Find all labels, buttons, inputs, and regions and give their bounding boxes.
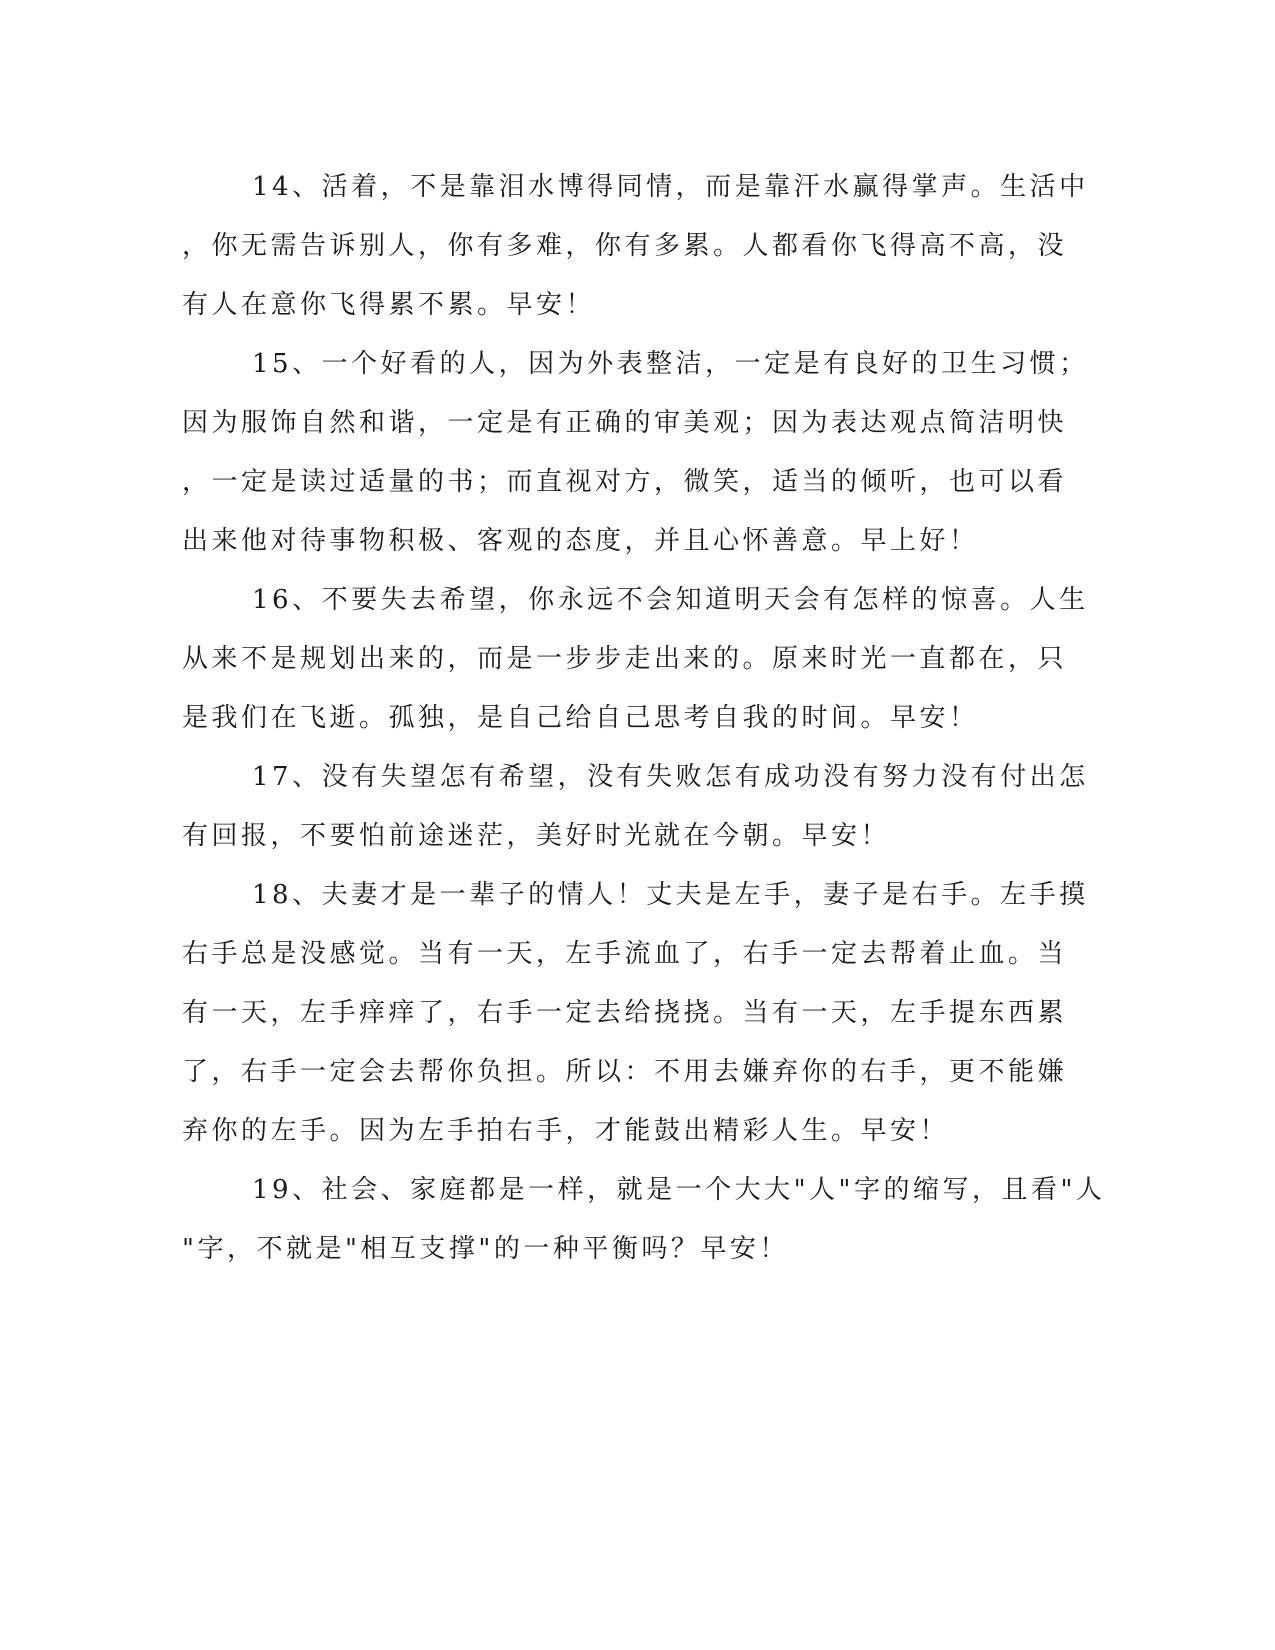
text-line: 有人在意你飞得累不累。早安！: [182, 290, 596, 320]
document-body: [182, 158, 1106, 1279]
text-line: 有回报，不要怕前途迷茫，美好时光就在今朝。早安！: [182, 821, 891, 851]
text-line: 是我们在飞逝。孤独，是自己给自己思考自我的时间。早安！: [182, 703, 979, 733]
paragraph: [182, 158, 1089, 335]
text-line: 16、不要失去希望，你永远不会知道明天会有怎样的惊喜。人生: [252, 585, 1089, 615]
text-line: 从来不是规划出来的，而是一步步走出来的。原来时光一直都在，只: [182, 644, 1068, 674]
text-line: 19、社会、家庭都是一样，就是一个大大"人"字的缩写，且看"人: [252, 1175, 1106, 1205]
paragraph: [182, 1161, 1106, 1279]
text-line: 因为服饰自然和谐，一定是有正确的审美观；因为表达观点简洁明快: [182, 408, 1068, 438]
text-line: 出来他对待事物积极、客观的态度，并且心怀善意。早上好！: [182, 526, 979, 556]
text-line: ，你无需告诉别人，你有多难，你有多累。人都看你飞得高不高，没: [182, 231, 1068, 261]
text-line: 18、夫妻才是一辈子的情人！丈夫是左手，妻子是右手。左手摸: [252, 880, 1089, 910]
text-line: 14、活着，不是靠泪水博得同情，而是靠汗水赢得掌声。生活中: [252, 172, 1089, 202]
text-line: "字，不就是"相互支撑"的一种平衡吗？早安！: [182, 1234, 789, 1264]
text-line: 弃你的左手。因为左手拍右手，才能鼓出精彩人生。早安！: [182, 1116, 950, 1146]
paragraph: [182, 335, 1089, 571]
text-line: 了，右手一定会去帮你负担。所以：不用去嫌弃你的右手，更不能嫌: [182, 1057, 1068, 1087]
paragraph: [182, 571, 1089, 748]
text-line: ，一定是读过适量的书；而直视对方，微笑，适当的倾听，也可以看: [182, 467, 1068, 497]
paragraph: [182, 748, 1089, 866]
paragraph: [182, 866, 1089, 1161]
text-line: 有一天，左手痒痒了，右手一定去给挠挠。当有一天，左手提东西累: [182, 998, 1068, 1028]
text-line: 右手总是没感觉。当有一天，左手流血了，右手一定去帮着止血。当: [182, 939, 1068, 969]
text-line: 17、没有失望怎有希望，没有失败怎有成功没有努力没有付出怎: [252, 762, 1089, 792]
text-line: 15、一个好看的人，因为外表整洁，一定是有良好的卫生习惯；: [252, 349, 1089, 379]
